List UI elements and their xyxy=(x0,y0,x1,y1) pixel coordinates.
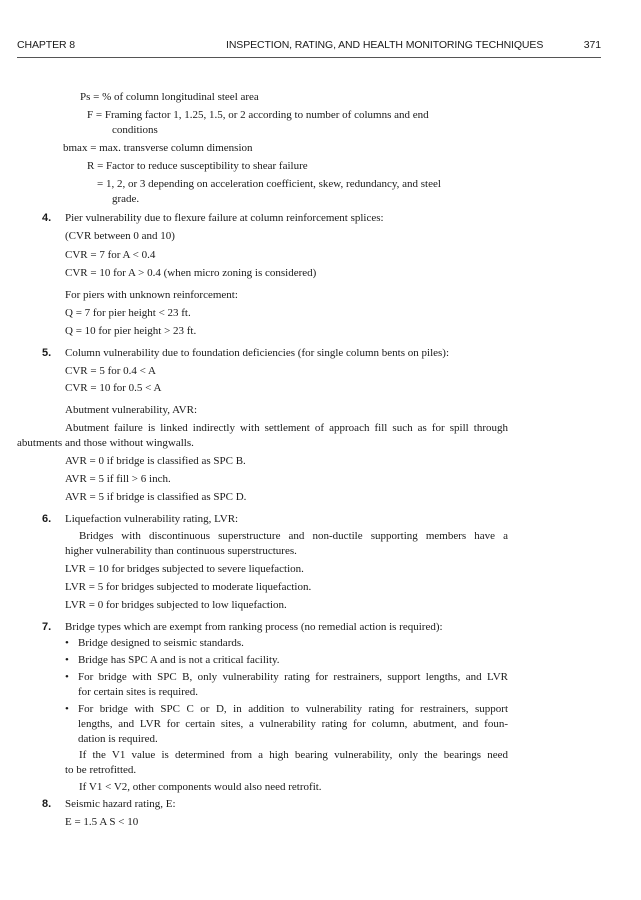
paragraph-line: Abutment failure is linked indirectly with settlement of approach fill such as for spill through xyxy=(65,422,508,434)
formula-line: AVR = 5 if bridge is classified as SPC D. xyxy=(65,491,247,503)
running-title: INSPECTION, RATING, AND HEALTH MONITORING TECHNIQUES xyxy=(226,39,544,51)
chapter-label: CHAPTER 8 xyxy=(17,39,76,51)
def-line: grade. xyxy=(112,193,140,205)
text-line: (CVR between 0 and 10) xyxy=(65,230,175,242)
bullet-icon: • xyxy=(65,703,69,715)
bullet-text: for certain sites is required. xyxy=(78,686,199,698)
formula-line: CVR = 7 for A < 0.4 xyxy=(65,249,156,261)
def-line: bmax = max. transverse column dimension xyxy=(63,142,253,154)
formula-line: CVR = 10 for 0.5 < A xyxy=(65,382,162,394)
bullet-text: For bridge with SPC C or D, in addition to vulnerability rating for restrainers, support xyxy=(78,703,508,715)
section-number: 4. xyxy=(42,212,52,224)
section-heading: Pier vulnerability due to flexure failure at column reinforcement splices: xyxy=(65,212,384,224)
text-line: For piers with unknown reinforcement: xyxy=(65,289,238,301)
section-number: 5. xyxy=(42,347,52,359)
formula-line: AVR = 0 if bridge is classified as SPC B. xyxy=(65,455,246,467)
section-number: 7. xyxy=(42,621,52,633)
formula-line: Q = 10 for pier height > 23 ft. xyxy=(65,325,197,337)
def-line: conditions xyxy=(112,124,158,136)
formula-line: LVR = 0 for bridges subjected to low liquefaction. xyxy=(65,599,287,611)
formula-line: CVR = 5 for 0.4 < A xyxy=(65,365,156,377)
bullet-text: For bridge with SPC B, only vulnerability rating for restrainers, support lengths, and LVR xyxy=(78,671,508,683)
bullet-text: Bridge designed to seismic standards. xyxy=(78,637,244,649)
formula-line: LVR = 5 for bridges subjected to moderate liquefaction. xyxy=(65,581,312,593)
bullet-text: Bridge has SPC A and is not a critical facility. xyxy=(78,654,280,666)
formula-line: CVR = 10 for A > 0.4 (when micro zoning is considered) xyxy=(65,267,317,279)
paragraph-line: Bridges with discontinuous superstructure and non-ductile supporting members have a xyxy=(79,530,508,542)
section-number: 6. xyxy=(42,513,52,525)
def-line: Ps = % of column longitudinal steel area xyxy=(80,91,259,103)
paragraph-line: to be retrofitted. xyxy=(65,764,137,776)
bullet-icon: • xyxy=(65,671,69,683)
bullet-text: lengths, and LVR for certain sites, a vulnerability rating for column, abutment, and foun- xyxy=(78,718,508,730)
paragraph-line: abutments and those without wingwalls. xyxy=(17,437,194,449)
bullet-text: dation is required. xyxy=(78,733,158,745)
paragraph-line: If V1 < V2, other components would also need retrofit. xyxy=(79,781,322,793)
page-number: 371 xyxy=(583,39,601,51)
def-line: = 1, 2, or 3 depending on acceleration coefficient, skew, redundancy, and steel xyxy=(97,178,441,190)
running-header xyxy=(17,39,601,55)
text-line: Abutment vulnerability, AVR: xyxy=(65,404,197,416)
bullet-icon: • xyxy=(65,637,69,649)
header-rule xyxy=(17,57,601,58)
paragraph-line: higher vulnerability than continuous superstructures. xyxy=(65,545,297,557)
formula-line: AVR = 5 if fill > 6 inch. xyxy=(65,473,171,485)
formula-line: LVR = 10 for bridges subjected to severe liquefaction. xyxy=(65,563,304,575)
section-heading: Bridge types which are exempt from ranking process (no remedial action is required): xyxy=(65,621,443,633)
section-number: 8. xyxy=(42,798,52,810)
bullet-icon: • xyxy=(65,654,69,666)
def-line: F = Framing factor 1, 1.25, 1.5, or 2 according to number of columns and end xyxy=(87,109,429,121)
paragraph-line: If the V1 value is determined from a high bearing vulnerability, only the bearings need xyxy=(79,749,508,761)
section-heading: Column vulnerability due to foundation deficiencies (for single column bents on piles): xyxy=(65,347,450,359)
formula-line: E = 1.5 A S < 10 xyxy=(65,816,139,828)
def-line: R = Factor to reduce susceptibility to shear failure xyxy=(87,160,308,172)
section-heading: Liquefaction vulnerability rating, LVR: xyxy=(65,513,239,525)
formula-line: Q = 7 for pier height < 23 ft. xyxy=(65,307,191,319)
section-heading: Seismic hazard rating, E: xyxy=(65,798,176,810)
